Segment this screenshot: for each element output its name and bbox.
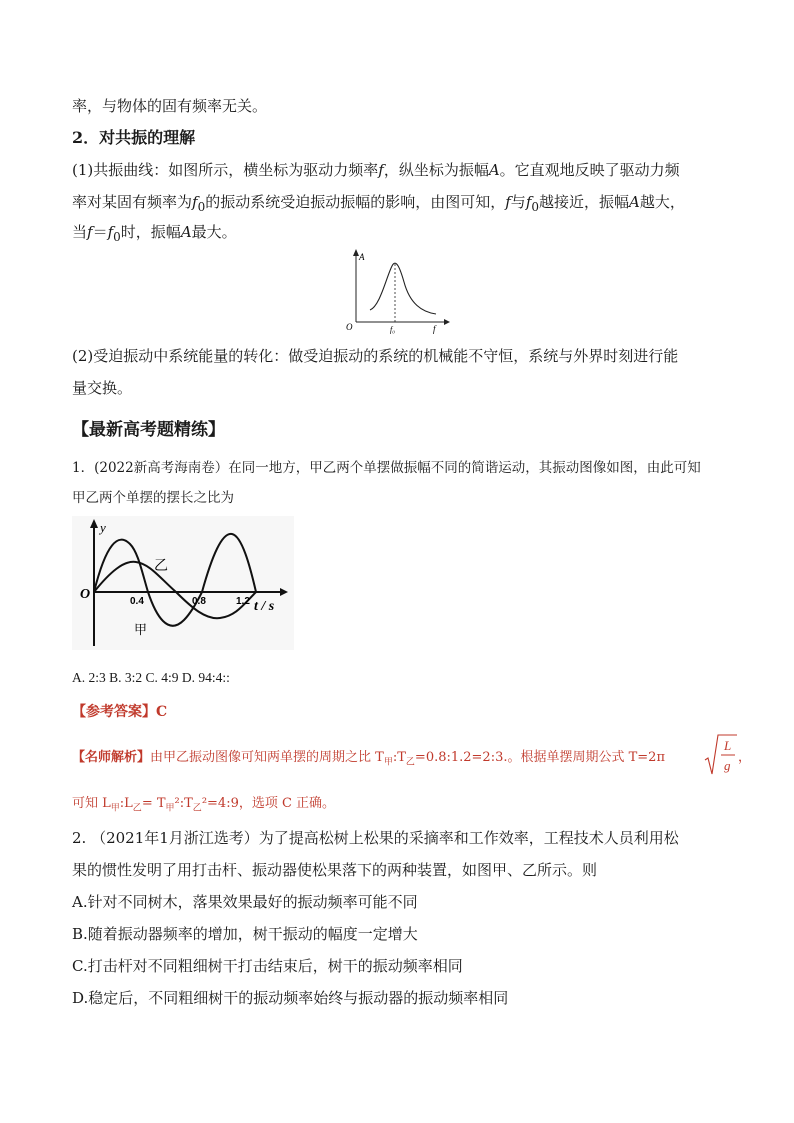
figure-background [72,516,294,650]
analysis-comma: ， [738,750,752,765]
y-axis-label: A [359,252,365,262]
text-line: 率，与物体的固有频率无关。 [72,97,268,115]
x-axis-label: f [433,324,436,334]
option-c: C.打击杆对不同粗细树干打击结束后，树干的振动频率相同 [72,957,463,975]
option-d: D.稳定后，不同粗细树干的振动频率始终与振动器的振动频率相同 [72,989,509,1007]
resonance-curve-figure [340,248,450,334]
text-line: (1)共振曲线：如图所示，横坐标为驱动力频率f，纵坐标为振幅A。它直观地反映了驱动力频 [72,161,680,179]
tick-label: 0.8 [192,596,206,607]
fraction-numerator: L [724,738,732,753]
question-2-text: 果的惯性发明了用打击杆、振动器使松果落下的两种装置，如图甲、乙所示。则 [72,861,598,879]
section-title: 【最新高考题精练】 [72,420,225,440]
option-b: B.随着振动器频率的增加，树干振动的幅度一定增大 [72,925,418,943]
resonance-curve [370,263,436,314]
question-1-text: 甲乙两个单摆的摆长之比为 [72,490,234,506]
label-yi: 乙 [154,558,168,574]
text-line: 当$f=f_0$时，振幅A最大。 [72,223,237,244]
analysis-line: 【名师解析】由甲乙振动图像可知两单摆的周期之比 $T_甲:T_乙=0.8:1.2=2:3$.。根据单摆周期公式 T=2π [72,750,666,768]
text-line: 量交换。 [72,379,133,397]
sqrt-formula [704,732,738,778]
y-axis-label: y [100,520,106,535]
text-line: 率对某固有频率为$f_0$的振动系统受迫振动振幅的影响，由图可知，f与$f_0$越接近，振幅A越大， [72,193,685,214]
x-axis-arrow [444,319,450,325]
t-axis-label: t / s [254,599,275,614]
f0-tick-label: f₀ [390,325,396,334]
origin-label: O [80,587,91,602]
origin-label: O [346,322,353,332]
oscillation-graph-figure [72,516,294,650]
analysis-line-2: 可知 $L_甲:L_乙=$ $T_甲^2:T_乙^2=4:9$，选项 C 正确。 [72,796,336,814]
section-heading: 2．对共振的理解 [72,128,196,147]
tick-label: 1.2 [236,596,250,607]
tick-label: 0.4 [130,596,144,607]
option-a: A.针对不同树木，落果效果最好的振动频率可能不同 [72,893,418,911]
label-jia: 甲 [134,623,148,638]
question-2-text: 2. （2021年1月浙江选考）为了提高松树上松果的采摘率和工作效率，工程技术人员利用松 [72,829,679,847]
text-line: (2)受迫振动中系统能量的转化：做受迫振动的系统的机械能不守恒，系统与外界时刻进行能 [72,347,679,365]
answer-line: 【参考答案】C [72,704,168,720]
question-1-options: A. 2:3 B. 3:2 C. 4:9 D. 94:4:: [72,670,230,685]
fraction-denominator: g [724,758,731,773]
question-1-text: 1．(2022新高考海南卷）在同一地方，甲乙两个单摆做振幅不同的简谐运动，其振动图像如图，由此可知 [72,460,701,476]
